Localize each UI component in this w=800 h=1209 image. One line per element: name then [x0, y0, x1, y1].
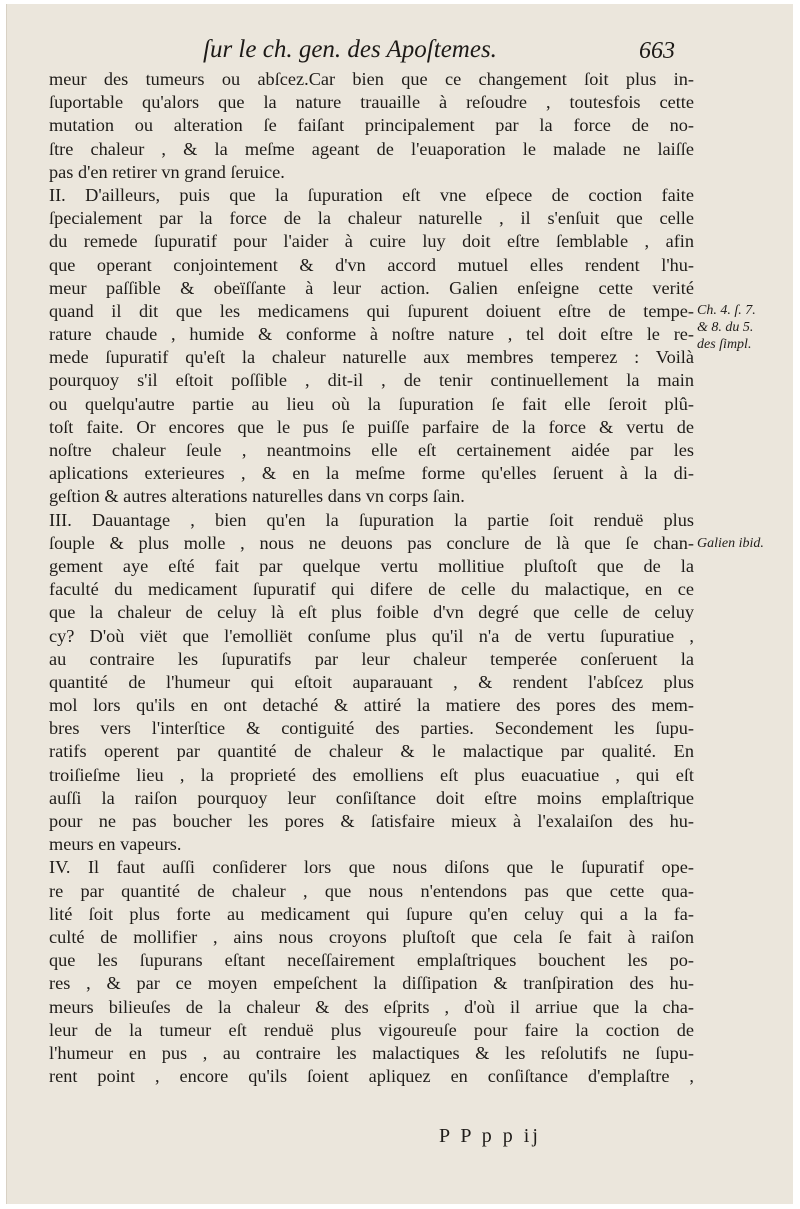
- text-line: ſuportable qu'alors que la nature trauaille à reſoudre , toutesfois cette: [49, 92, 694, 113]
- text-line: au contraire les ſupuratifs par leur chaleur temperée conſeruent la: [49, 648, 694, 669]
- text-line: meur des tumeurs ou abſcez.Car bien que ce changement ſoit plus in-: [49, 69, 694, 89]
- text-line: leur de la tumeur eſt renduë plus vigoureuſe pour faire la coction de: [49, 1019, 694, 1040]
- text-line: mutation ou alteration ſe faiſant principalement par la force de no-: [49, 115, 694, 136]
- text-line: IV. Il faut auſſi conſiderer lors que nous diſons que le ſupuratif ope-: [49, 857, 694, 878]
- text-line: troiſieſme lieu , la proprieté des emolliens eſt plus euacuatiue , qui eſt: [49, 764, 694, 785]
- text-line: ſouple & plus molle , nous ne deuons pas conclure de là que ſe chan-: [49, 532, 694, 553]
- text-line: pas d'en retirer vn grand ſeruice.: [49, 161, 285, 182]
- text-line: quantité de l'humeur qui eſtoit auparauant , & rendent l'abſcez plus: [49, 671, 694, 692]
- text-line: que la chaleur de celuy là eſt plus foible d'vn degré que celle de celuy: [49, 602, 694, 623]
- text-line: l'humeur en pus , au contraire les malactiques & les reſolutifs ne ſupu-: [49, 1042, 694, 1063]
- margin-note-reference: [697, 302, 789, 353]
- text-line: aplications exterieures , & en la meſme forme qu'elles ſeruent à la di-: [49, 463, 694, 484]
- text-line: pourquoy s'il eſtoit poſſible , dit-il , de tenir continuellement la main: [49, 370, 694, 391]
- text-line: re par quantité de chaleur , que nous n'entendons pas que cette qua-: [49, 880, 694, 901]
- text-line: noſtre chaleur ſeule , neantmoins elle eſt certainement aidée par les: [49, 440, 694, 460]
- text-line: meurs en vapeurs.: [49, 834, 182, 855]
- text-line: gement aye eſté fait par quelque vertu mollitiue pluſtoſt que de la: [49, 555, 694, 576]
- text-line: quand il dit que les medicamens qui ſupurent doiuent eſtre de tempe-: [49, 300, 694, 321]
- margin-note-line: Galien ibid.: [697, 536, 764, 551]
- text-line: culté de mollifier , ains nous croyons pluſtoſt que cela ſe fait à raiſon: [49, 926, 694, 947]
- text-line: ſpecialement par la force de la chaleur naturelle , il s'enſuit que celle: [49, 208, 694, 229]
- text-line: geſtion & autres alterations naturelles dans vn corps ſain.: [49, 486, 465, 507]
- text-line: auſſi la raiſon pourquoy leur conſiſtance doit eſtre moins emplaſtrique: [49, 787, 694, 808]
- text-line: ratifs operent par quantité de chaleur & le malactique par qualité. En: [49, 741, 694, 762]
- book-page: [6, 4, 793, 1204]
- text-line: meur paſſible & obeïſſante à leur action. Galien enſeigne cette verité: [49, 277, 694, 298]
- text-line: mol lors qu'ils en ont detaché & attiré la matiere des pores des mem-: [49, 695, 694, 716]
- text-line: que operant conjointement & d'vn accord mutuel elles rendent l'hu-: [49, 254, 694, 275]
- text-line: res , & par ce moyen empeſchent la diſſipation & tranſpiration des hu-: [49, 973, 694, 994]
- text-line: rature chaude , humide & conforme à noſtre nature , tel doit eſtre le re-: [49, 324, 694, 345]
- text-line: bres vers l'interſtice & contiguité des parties. Secondement les ſupu-: [49, 718, 694, 739]
- text-line: pour ne pas boucher les pores & ſatisfaire mieux à l'exalaiſon des hu-: [49, 811, 694, 831]
- margin-note-line: des ſimpl.: [697, 337, 752, 352]
- signature-mark: P P p p ij: [439, 1125, 541, 1147]
- margin-note-line: & 8. du 5.: [697, 320, 754, 335]
- text-line: ou quelqu'autre partie au lieu où la ſupuration ſe fait elle ſeroit plû-: [49, 393, 694, 414]
- text-line: faculté du medicament ſupuratif qui difere de celle du malactique, en ce: [49, 579, 694, 600]
- text-line: du remede ſupuratif pour l'aider à cuire luy doit eſtre ſemblable , afin: [49, 231, 694, 252]
- text-line: ſtre chaleur , & la meſme ageant de l'euaporation le malade ne laiſſe: [49, 138, 694, 159]
- text-line: rent point , encore qu'ils ſoient apliquez en conſiſtance d'emplaſtre ,: [49, 1066, 694, 1087]
- text-line: lité ſoit plus forte au medicament qui ſupure qu'en celuy qui a la fa-: [49, 903, 694, 924]
- body-text: [49, 68, 694, 1088]
- page-number: 663: [639, 38, 675, 64]
- text-line: III. Dauantage , bien qu'en la ſupuration la partie ſoit renduë plus: [49, 509, 694, 530]
- text-line: mede ſupuratif qu'eſt la chaleur naturelle aux membres temperez : Voilà: [49, 347, 694, 368]
- margin-note-line: Ch. 4. ſ. 7.: [697, 303, 756, 318]
- text-line: toſt faite. Or encores que le pus ſe puiſſe parfaire de la force & vertu de: [49, 416, 694, 437]
- text-line: II. D'ailleurs, puis que la ſupuration eſt vne eſpece de coction faite: [49, 184, 694, 205]
- text-line: meurs bilieuſes de la chaleur & des eſprits , d'où il arriue que la cha-: [49, 996, 694, 1017]
- margin-note-galien: [697, 535, 789, 552]
- running-head: ſur le ch. gen. des Apoſtemes.: [203, 36, 497, 63]
- text-line: cy? D'où viët que l'emolliët conſume plus qu'il n'a de vertu ſupuratiue ,: [49, 625, 694, 646]
- text-line: que les ſupurans eſtant neceſſairement emplaſtriques bouchent les po-: [49, 950, 694, 971]
